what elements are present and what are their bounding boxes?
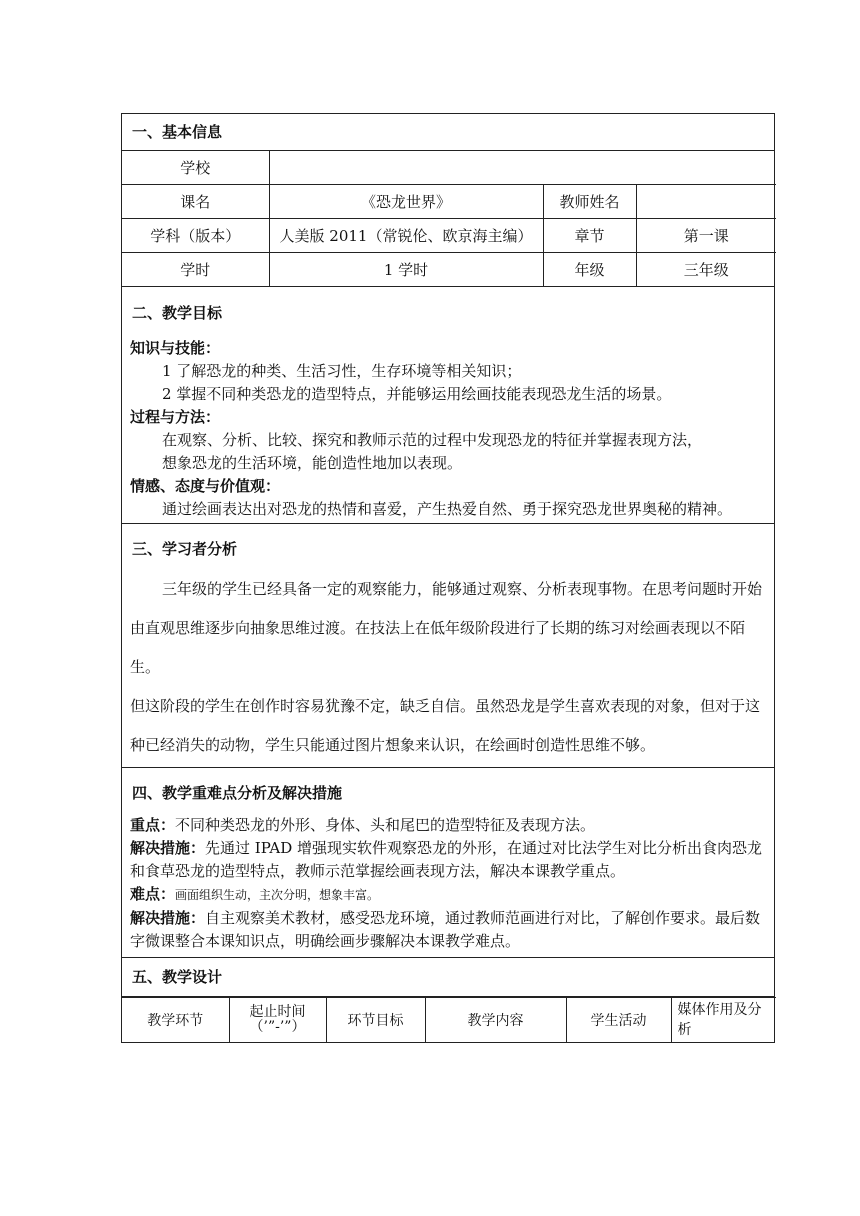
- hours-value: 1 学时: [269, 253, 543, 287]
- teaching-goals-title: 二、教学目标: [132, 304, 223, 322]
- school-label: 学校: [122, 151, 269, 185]
- key-difficulty-title: 四、教学重难点分析及解决措施: [132, 784, 343, 802]
- grade-label: 年级: [543, 253, 636, 287]
- table-row: [122, 253, 776, 287]
- knowledge-label: 知识与技能：: [130, 339, 221, 357]
- header-time-label: 起止时间: [249, 1004, 306, 1020]
- teaching-design-table: [122, 997, 776, 1042]
- solve-label: 解决措施：: [130, 839, 206, 857]
- subject-value: 人美版 2011（常锐伦、欧京海主编）: [269, 219, 543, 253]
- basic-info-title: 一、基本信息: [122, 114, 774, 151]
- key-text: 不同种类恐龙的外形、身体、头和尾巴的造型特征及表现方法。: [175, 816, 596, 834]
- header-content: 教学内容: [425, 998, 566, 1043]
- header-time-format: （’”-’”）: [249, 1019, 306, 1035]
- solve-text: 自主观察美术教材，感受恐龙环境，通过教师范画进行对比，了解创作要求。最后数字微课整合本课知识点，明确绘画步骤解决本课教学难点。: [130, 909, 761, 950]
- key-difficulty-content: [122, 812, 774, 957]
- header-goal: 环节目标: [326, 998, 425, 1043]
- process-line: 想象恐龙的生活环境，能创造性地加以表现。: [162, 454, 463, 472]
- header-media: 媒体作用及分析: [671, 998, 776, 1043]
- basic-info-table: [122, 151, 776, 286]
- difficulty-text: 画面组织生动，主次分明，想象丰富。: [175, 888, 380, 902]
- teaching-goals-content: [122, 331, 774, 523]
- key-label: 重点：: [130, 816, 176, 834]
- table-row: [122, 151, 776, 185]
- subject-label: 学科（版本）: [122, 219, 269, 253]
- knowledge-item: 2 掌握不同种类恐龙的造型特点，并能够运用绘画技能表现恐龙生活的场景。: [162, 385, 672, 403]
- knowledge-item: 1 了解恐龙的种类、生活习性，生存环境等相关知识；: [162, 362, 522, 380]
- header-stage: 教学环节: [122, 998, 229, 1043]
- hours-label: 学时: [122, 253, 269, 287]
- learner-paragraph: 但这阶段的学生在创作时容易犹豫不定，缺乏自信。虽然恐龙是学生喜欢表现的对象，但对于这种已经消失的动物，学生只能通过图片想象来认识，在绘画时创造性思维不够。: [130, 697, 761, 754]
- course-label: 课名: [122, 185, 269, 219]
- emotion-label: 情感、态度与价值观：: [130, 477, 281, 495]
- difficulty-label: 难点：: [130, 885, 176, 903]
- chapter-value: 第一课: [636, 219, 776, 253]
- grade-value: 三年级: [636, 253, 776, 287]
- chapter-label: 章节: [543, 219, 636, 253]
- solve-text: 先通过 IPAD 增强现实软件观察恐龙的外形，在通过对比法学生对比分析出食肉恐龙和食草恐龙的造型特点，教师示范掌握绘画表现方法，解决本课教学重点。: [130, 839, 763, 880]
- learner-analysis-section: [121, 523, 775, 767]
- course-value: 《恐龙世界》: [269, 185, 543, 219]
- key-difficulty-section: [121, 767, 775, 957]
- process-label: 过程与方法：: [130, 408, 221, 426]
- table-row: [122, 219, 776, 253]
- emotion-text: 通过绘画表达出对恐龙的热情和喜爱，产生热爱自然、勇于探究恐龙世界奥秘的精神。: [162, 500, 733, 518]
- teaching-design-title: 五、教学设计: [122, 958, 774, 997]
- learner-analysis-title: 三、学习者分析: [132, 540, 238, 558]
- school-value: [269, 151, 776, 185]
- process-line: 在观察、分析、比较、探究和教师示范的过程中发现恐龙的特征并掌握表现方法，: [162, 431, 703, 449]
- basic-info-section: [121, 113, 775, 286]
- table-row: [122, 185, 776, 219]
- lesson-plan-form: [121, 113, 775, 1043]
- teacher-label: 教师姓名: [543, 185, 636, 219]
- table-row: [122, 998, 776, 1043]
- teaching-goals-section: [121, 286, 775, 523]
- header-time: [229, 998, 326, 1043]
- header-student-activity: 学生活动: [566, 998, 671, 1043]
- teacher-value: [636, 185, 776, 219]
- solve-label: 解决措施：: [130, 909, 206, 927]
- teaching-design-section: [121, 957, 775, 1043]
- learner-paragraph: 三年级的学生已经具备一定的观察能力，能够通过观察、分析表现事物。在思考问题时开始由直观思维逐步向抽象思维过渡。在技法上在低年级阶段进行了长期的练习对绘画表现以不陌生。: [130, 580, 763, 676]
